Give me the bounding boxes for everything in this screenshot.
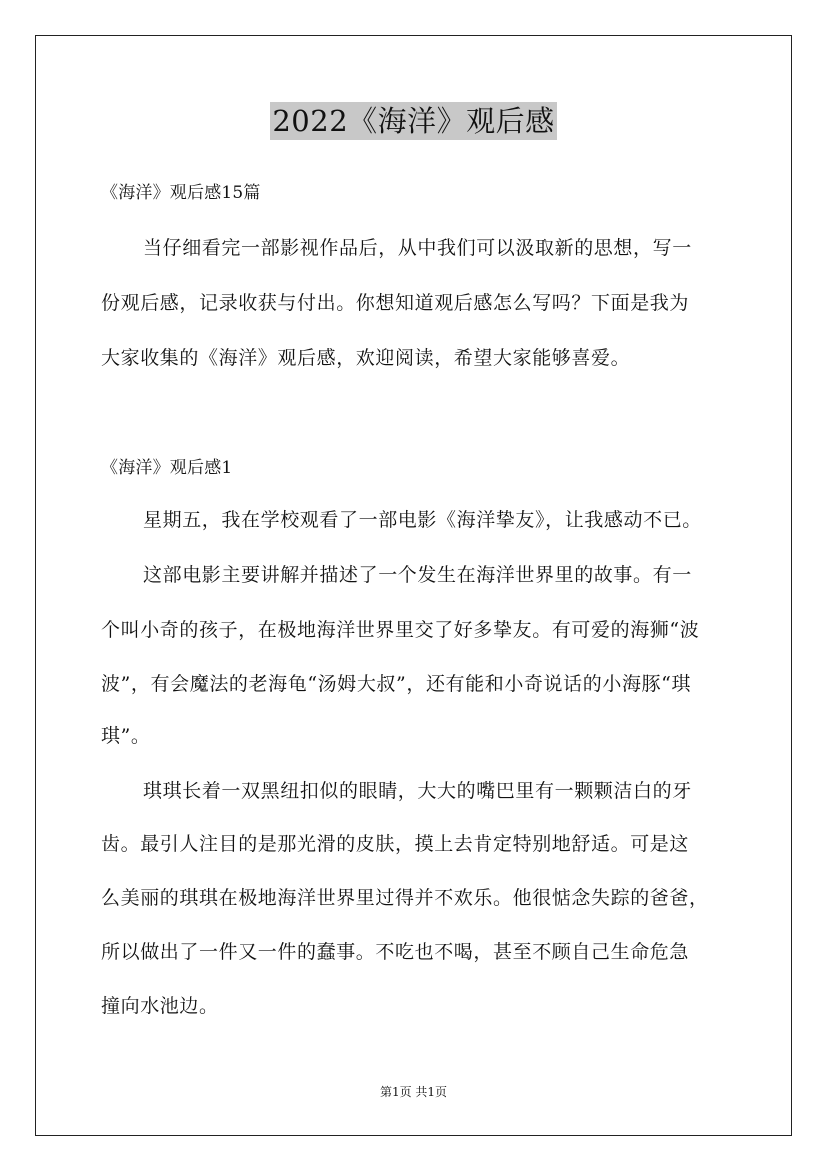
intro-line: 份观后感，记录收获与付出。你想知道观后感怎么写吗？下面是我为 bbox=[101, 292, 690, 314]
document-title: 2022《海洋》观后感 bbox=[272, 104, 555, 138]
paragraph-line: 个叫小奇的孩子，在极地海洋世界里交了好多挚友。有可爱的海狮“波 bbox=[101, 619, 700, 641]
paragraph-line: 星期五，我在学校观看了一部电影《海洋挚友》，让我感动不已。 bbox=[143, 509, 702, 531]
paragraph-line: 齿。最引人注目的是那光滑的皮肤，摸上去肯定特别地舒适。可是这 bbox=[101, 833, 690, 855]
intro-line: 大家收集的《海洋》观后感，欢迎阅读，希望大家能够喜爱。 bbox=[101, 347, 631, 369]
paragraph-line: 所以做出了一件又一件的蠢事。不吃也不喝，甚至不顾自己生命危急 bbox=[101, 941, 690, 963]
title-container bbox=[0, 102, 827, 140]
paragraph-line: 波”，有会魔法的老海龟“汤姆大叔”，还有能和小奇说话的小海豚“琪 bbox=[101, 673, 692, 695]
intro-line: 当仔细看完一部影视作品后，从中我们可以汲取新的思想，写一 bbox=[143, 237, 692, 259]
paragraph-line: 撞向水池边。 bbox=[101, 995, 219, 1017]
paragraph-line: 么美丽的琪琪在极地海洋世界里过得并不欢乐。他很惦念失踪的爸爸， bbox=[101, 887, 709, 909]
document-subtitle: 《海洋》观后感15篇 bbox=[101, 183, 261, 203]
section-heading: 《海洋》观后感1 bbox=[101, 458, 233, 478]
paragraph-line: 这部电影主要讲解并描述了一个发生在海洋世界里的故事。有一 bbox=[143, 564, 692, 586]
paragraph-line: 琪”。 bbox=[101, 725, 151, 747]
page-footer: 第1页 共1页 bbox=[379, 1085, 448, 1099]
paragraph-line: 琪琪长着一双黑纽扣似的眼睛，大大的嘴巴里有一颗颗洁白的牙 bbox=[143, 780, 692, 802]
